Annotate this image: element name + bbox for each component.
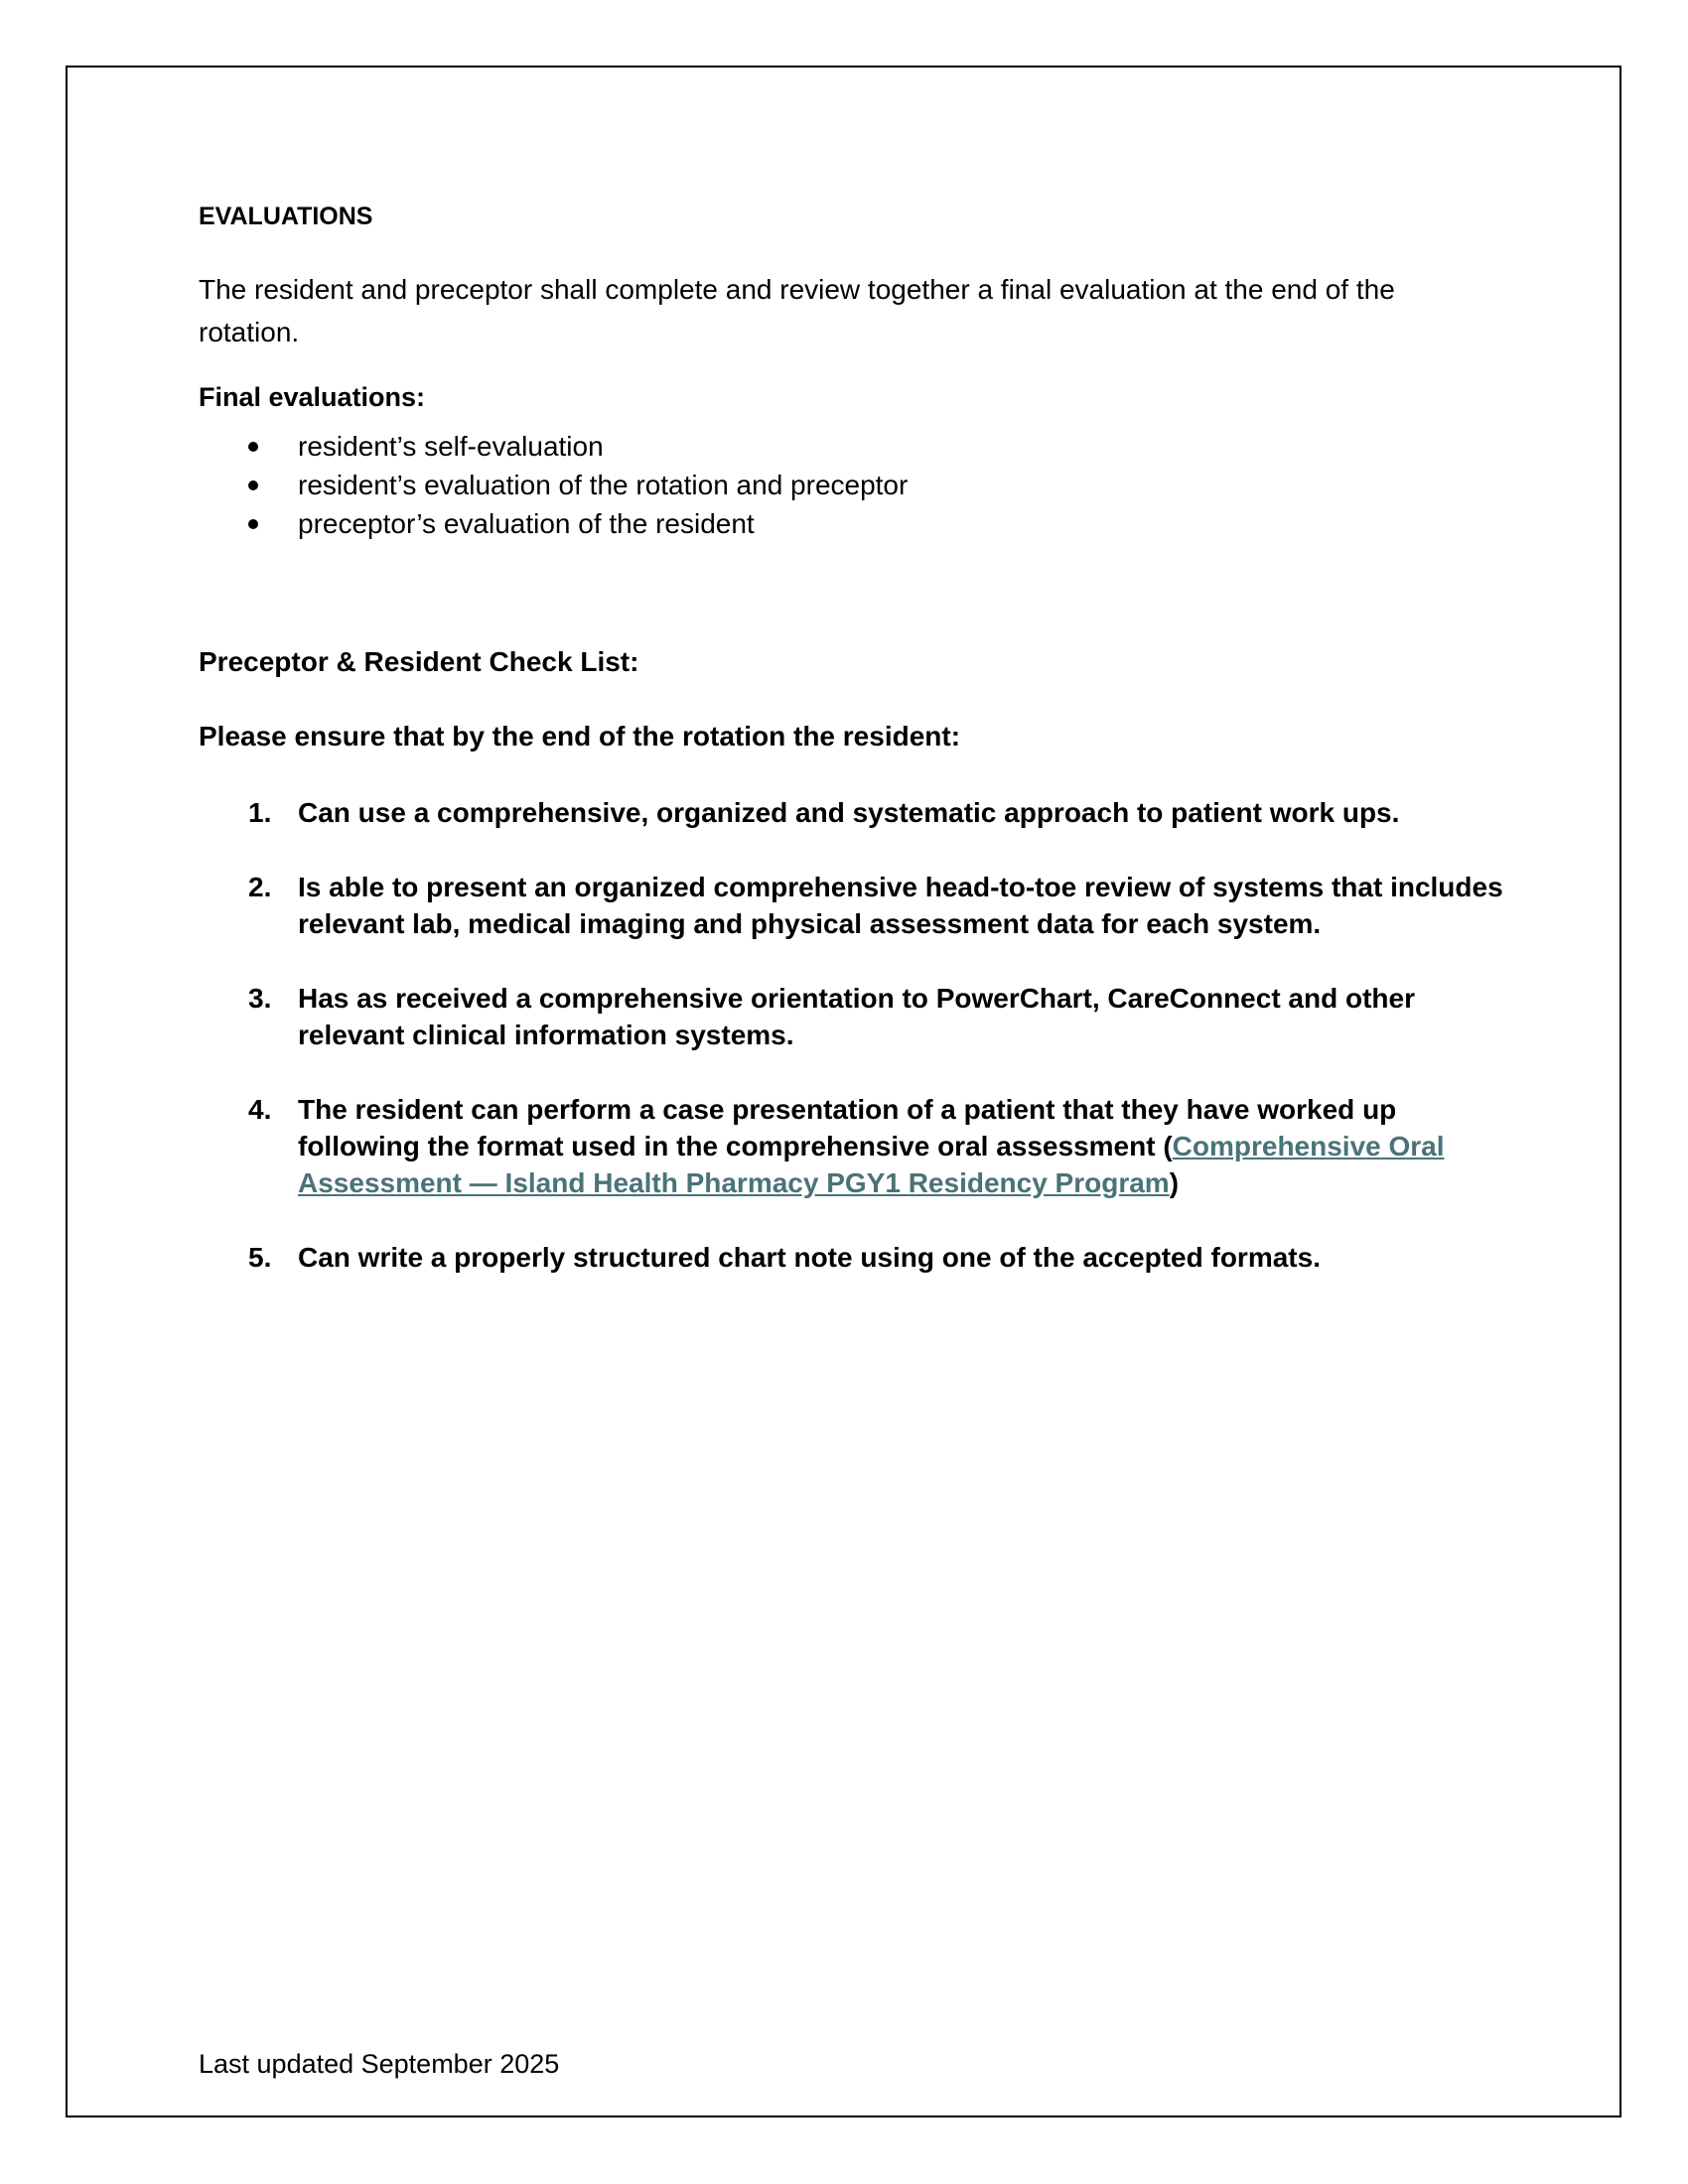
intro-paragraph: The resident and preceptor shall complete and review together a final evaluation at the end of the rotation.: [199, 274, 1395, 347]
list-item: [199, 427, 908, 466]
list-item: [199, 504, 908, 543]
item-number: 1.: [248, 797, 272, 828]
item-number: 5.: [248, 1242, 272, 1273]
checklist-item-text: Can write a properly structured chart note using one of the accepted formats.: [298, 1242, 1321, 1273]
list-item-text: resident’s evaluation of the rotation and preceptor: [298, 470, 909, 500]
checklist-item-text-before: The resident can perform a case presentation of a patient that they have worked up following the format used in the comprehensive oral assessment (: [298, 1094, 1397, 1161]
final-evaluations-list: [199, 427, 908, 543]
list-item: [199, 466, 908, 504]
comprehensive-oral-assessment-link[interactable]: Comprehensive Oral Assessment — Island Health Pharmacy PGY1 Residency Program: [298, 1131, 1445, 1198]
checklist-heading: Preceptor & Resident Check List:: [199, 646, 639, 677]
bullet-icon: [248, 519, 258, 529]
checklist-item: [199, 1091, 1509, 1201]
checklist-item-text: Can use a comprehensive, organized and systematic approach to patient work ups.: [298, 797, 1400, 828]
checklist-item-text: Is able to present an organized comprehensive head-to-toe review of systems that includes relevant lab, medical imaging and physical assessment data for each system.: [298, 872, 1503, 939]
final-evaluations-heading: Final evaluations:: [199, 382, 426, 412]
checklist-item: [199, 1239, 1509, 1276]
checklist-intro: Please ensure that by the end of the rotation the resident:: [199, 721, 961, 751]
checklist-item: [199, 869, 1509, 942]
item-number: 2.: [248, 872, 272, 902]
item-number: 3.: [248, 983, 272, 1014]
checklist-item: [199, 980, 1509, 1053]
checklist-item-text-after: ): [1169, 1167, 1180, 1198]
list-item-text: resident’s self-evaluation: [298, 431, 604, 462]
bullet-icon: [248, 442, 258, 452]
checklist-item: [199, 794, 1509, 831]
item-number: 4.: [248, 1094, 272, 1125]
checklist-item-text: Has as received a comprehensive orientation to PowerChart, CareConnect and other relevant clinical information systems.: [298, 983, 1415, 1050]
bullet-icon: [248, 480, 258, 490]
list-item-text: preceptor’s evaluation of the resident: [298, 508, 755, 539]
last-updated-footer: Last updated September 2025: [199, 2049, 560, 2079]
section-title: EVALUATIONS: [199, 203, 373, 230]
checklist-list: [199, 794, 1509, 1313]
